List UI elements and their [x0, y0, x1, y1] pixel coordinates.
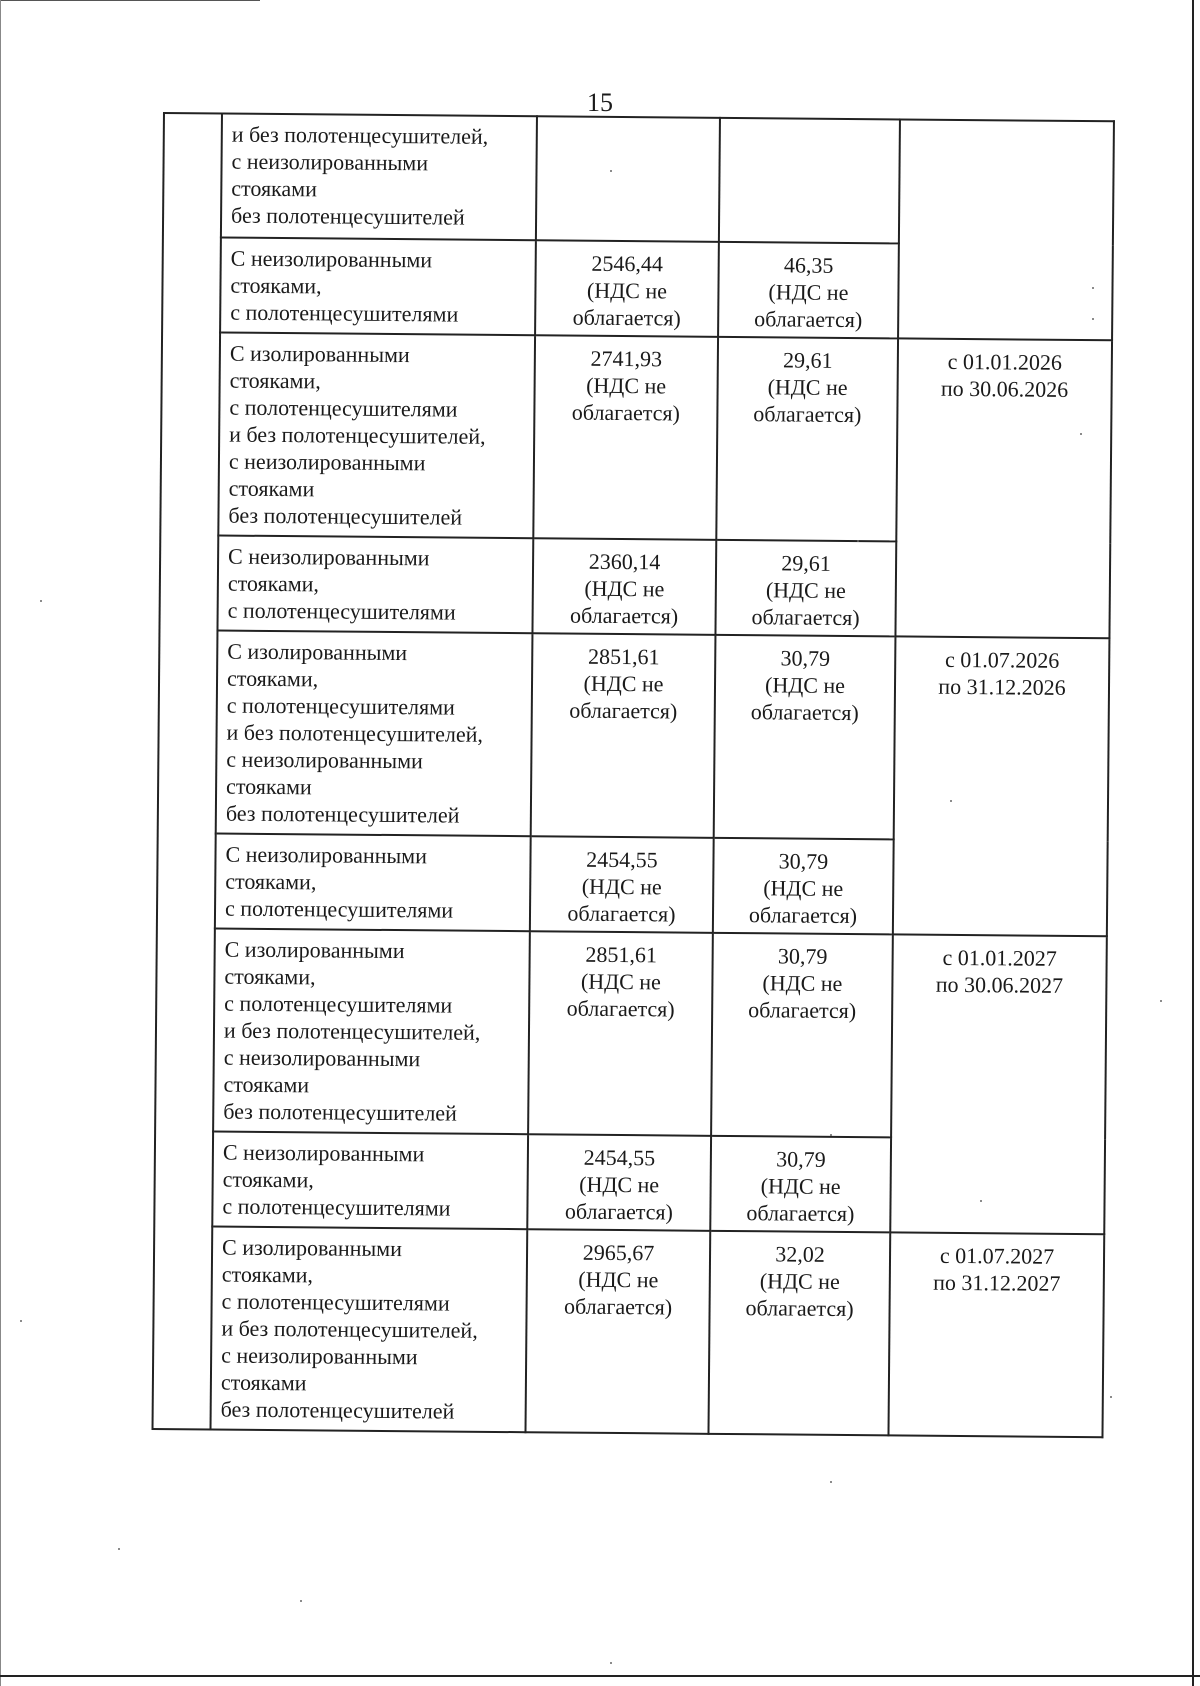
component-value-cell-line: (НДС не [765, 577, 846, 603]
table-row [155, 928, 1107, 1139]
tariff-value-cell-line: облагается) [571, 399, 681, 426]
component-value-cell-line: облагается) [748, 902, 858, 929]
component-value-cell [714, 635, 896, 840]
component-value-cell-line: 29,61 [781, 550, 831, 576]
component-value-cell-line: 30,79 [778, 848, 829, 874]
description-cell-line: С неизолированными [225, 841, 428, 869]
tariff-value-cell-line: (НДС не [578, 1266, 659, 1293]
description-cell-line: с полотенцесушителями [227, 597, 456, 625]
component-value-cell [711, 933, 893, 1138]
scan-speck [610, 170, 612, 172]
period-cell-line: по 30.06.2026 [940, 375, 1069, 402]
description-cell-line: с неизолированными [228, 448, 426, 476]
tariff-value-cell-line: (НДС не [581, 873, 662, 900]
tariff-value-cell-line: облагается) [563, 1293, 673, 1320]
description-cell-line: стояками, [221, 1261, 314, 1288]
tariff-table [151, 112, 1114, 1438]
description-cell-line: и без полотенцесушителей, [223, 1017, 481, 1045]
tariff-value-cell-line: 2851,61 [585, 941, 658, 968]
component-value-cell [710, 1136, 891, 1233]
scan-speck [950, 800, 952, 802]
tariff-table-body [153, 113, 1114, 1437]
description-cell-line: с полотенцесушителями [226, 692, 455, 720]
scan-edge-top [0, 0, 260, 1]
period-cell [895, 338, 1112, 638]
tariff-value-cell-line: (НДС не [584, 575, 665, 602]
description-cell-line: и без полотенцесушителей, [229, 421, 486, 449]
scan-speck [20, 1320, 22, 1322]
component-value-cell [715, 540, 896, 637]
component-value-cell-line: облагается) [746, 1200, 855, 1227]
tariff-value-cell [528, 931, 713, 1136]
period-cell-line: по 31.12.2026 [938, 673, 1066, 700]
page-number: 15 [587, 88, 613, 117]
component-value-cell-line: облагается) [748, 997, 857, 1024]
tariff-value-cell [530, 836, 714, 933]
table-row [153, 1226, 1105, 1437]
period-cell [898, 119, 1114, 340]
component-value-cell-line: 30,79 [777, 943, 828, 969]
scan-speck [980, 1200, 982, 1202]
period-cell [888, 1232, 1104, 1437]
period-cell-line: с 01.01.2027 [942, 944, 1057, 971]
table-row [158, 630, 1110, 841]
scan-speck [1092, 318, 1094, 320]
scan-edge-right [1192, 0, 1194, 1686]
description-cell-line: стояками [226, 773, 312, 800]
component-value-cell-line: (НДС не [760, 1173, 841, 1199]
scan-speck [300, 1600, 302, 1602]
tariff-value-cell-line: облагается) [572, 304, 681, 331]
tariff-value-cell-line: 2454,55 [586, 846, 658, 873]
scan-speck [1110, 1396, 1112, 1398]
description-cell [218, 333, 535, 539]
scan-speck [610, 1662, 612, 1664]
description-cell-line: и без полотенцесушителей, [226, 719, 484, 747]
component-value-cell-line: (НДС не [767, 374, 848, 400]
tariff-value-cell-line: (НДС не [579, 1171, 660, 1198]
period-cell-line: с 01.01.2026 [947, 348, 1063, 375]
description-cell-line: стояками, [226, 665, 319, 692]
tariff-value-cell-line: (НДС не [586, 372, 667, 399]
tariff-value-cell [533, 335, 718, 540]
scan-speck [1080, 433, 1082, 435]
tariff-value-cell-line: облагается) [569, 602, 679, 629]
description-cell-line: с полотенцесушителями [222, 1193, 451, 1221]
description-cell-line: стояками, [229, 367, 321, 394]
description-cell-line: без полотенцесушителей [230, 202, 465, 230]
description-cell [221, 114, 537, 241]
period-cell-line: по 30.06.2027 [935, 971, 1064, 998]
description-cell-line: стояками, [227, 570, 320, 597]
component-value-cell-line: облагается) [751, 604, 860, 631]
scan-speck [1092, 287, 1094, 289]
tariff-value-cell-line: облагается) [567, 900, 676, 927]
tariff-value-cell-line: 2454,55 [583, 1144, 656, 1171]
description-cell-line: с неизолированными [223, 1044, 421, 1072]
description-cell-line: С изолированными [221, 1234, 403, 1262]
component-value-cell-line: 29,61 [783, 347, 833, 373]
tariff-value-cell-line: 2741,93 [590, 345, 663, 372]
value-cell [719, 118, 900, 244]
value-cell [536, 116, 720, 242]
table-row [160, 332, 1112, 543]
tariff-value-cell-line: (НДС не [580, 968, 662, 995]
component-value-cell-line: 30,79 [776, 1146, 826, 1172]
description-cell-line: стояками, [225, 868, 317, 895]
description-cell-line: стояками, [222, 1166, 314, 1193]
description-cell-line: С изолированными [227, 638, 408, 666]
tariff-value-cell [532, 538, 716, 635]
component-value-cell-line: облагается) [750, 699, 859, 726]
description-cell-line: без полотенцесушителей [220, 1396, 455, 1424]
component-value-cell [716, 337, 898, 542]
description-cell-line: с неизолированными [231, 148, 429, 176]
description-cell-line: с полотенцесушителями [229, 394, 458, 422]
description-cell-line: с неизолированными [221, 1342, 418, 1370]
tariff-value-cell-line: 2851,61 [587, 643, 660, 670]
description-cell [216, 630, 533, 836]
component-value-cell [718, 242, 899, 339]
description-cell-line: с неизолированными [226, 746, 423, 774]
description-cell-line: С неизолированными [230, 245, 433, 273]
component-value-cell-line: 46,35 [783, 252, 834, 278]
component-value-cell-line: 30,79 [780, 645, 831, 671]
tariff-value-cell-line: (НДС не [586, 277, 668, 304]
description-cell [215, 833, 531, 931]
table-row [163, 113, 1114, 245]
component-value-cell-line: облагается) [754, 306, 863, 333]
component-value-cell-line: (НДС не [763, 875, 844, 901]
description-cell-line: стояками [220, 1369, 307, 1396]
component-value-cell [713, 838, 894, 935]
description-cell-line: без полотенцесушителей [225, 800, 460, 828]
description-cell-line: с полотенцесушителями [230, 299, 459, 327]
description-cell [213, 928, 530, 1134]
scan-speck [830, 1134, 832, 1136]
tariff-value-cell [525, 1229, 710, 1434]
description-cell-line: стояками, [230, 272, 322, 299]
description-cell-line: без полотенцесушителей [223, 1098, 458, 1126]
period-cell [890, 934, 1107, 1234]
component-value-cell-line: 32,02 [775, 1241, 825, 1267]
component-value-cell-line: облагается) [753, 401, 862, 428]
scan-speck [830, 1481, 832, 1483]
component-value-cell-line: (НДС не [762, 970, 843, 996]
description-cell-line: стояками [231, 175, 318, 202]
tariff-value-cell-line: 2965,67 [582, 1239, 655, 1266]
scan-speck [118, 1548, 120, 1550]
period-cell-line: по 31.12.2027 [933, 1269, 1061, 1296]
tariff-value-cell-line: (НДС не [583, 670, 664, 697]
scan-speck [40, 600, 42, 602]
tariff-value-cell [527, 1134, 711, 1231]
tariff-value-cell [531, 633, 716, 838]
description-cell-line: с полотенцесушителями [221, 1288, 450, 1316]
tariff-value-cell-line: облагается) [566, 995, 675, 1022]
description-cell-line: С неизолированными [228, 543, 430, 571]
description-cell-line: стояками, [224, 963, 316, 990]
scan-speck [1160, 1000, 1162, 1002]
tariff-value-cell-line: облагается) [564, 1198, 674, 1225]
component-value-cell-line: облагается) [745, 1295, 854, 1322]
component-value-cell-line: (НДС не [764, 672, 846, 698]
component-value-cell-line: (НДС не [759, 1268, 840, 1294]
description-cell-line: С изолированными [229, 340, 410, 368]
period-cell [893, 636, 1110, 936]
description-cell-line: С неизолированными [222, 1139, 425, 1167]
component-value-cell [708, 1231, 890, 1436]
tariff-value-cell-line: 2360,14 [588, 548, 661, 575]
tariff-value-cell-line: 2546,44 [591, 250, 664, 277]
tariff-value-cell-line: облагается) [569, 697, 678, 724]
description-cell-line: С изолированными [224, 936, 405, 964]
description-cell-line: с полотенцесушителями [224, 990, 453, 1018]
scan-edge-left [0, 0, 1, 1686]
description-cell [211, 1226, 528, 1432]
description-cell-line: без полотенцесушителей [228, 502, 463, 530]
tariff-value-cell [535, 240, 719, 337]
description-cell [220, 238, 536, 336]
description-cell-line: и без полотенцесушителей, [221, 1315, 478, 1343]
scan-edge-bottom [0, 1675, 1200, 1677]
period-cell-line: с 01.07.2026 [945, 646, 1060, 673]
description-cell [212, 1131, 528, 1229]
scan-speck [857, 540, 859, 542]
description-cell-line: стояками [228, 475, 315, 502]
description-cell [217, 535, 533, 633]
description-cell-line: стояками [223, 1071, 310, 1098]
description-cell-line: с полотенцесушителями [224, 895, 454, 923]
period-cell-line: с 01.07.2027 [939, 1242, 1055, 1269]
description-cell-line: и без полотенцесушителей, [231, 121, 489, 149]
component-value-cell-line: (НДС не [768, 279, 849, 305]
